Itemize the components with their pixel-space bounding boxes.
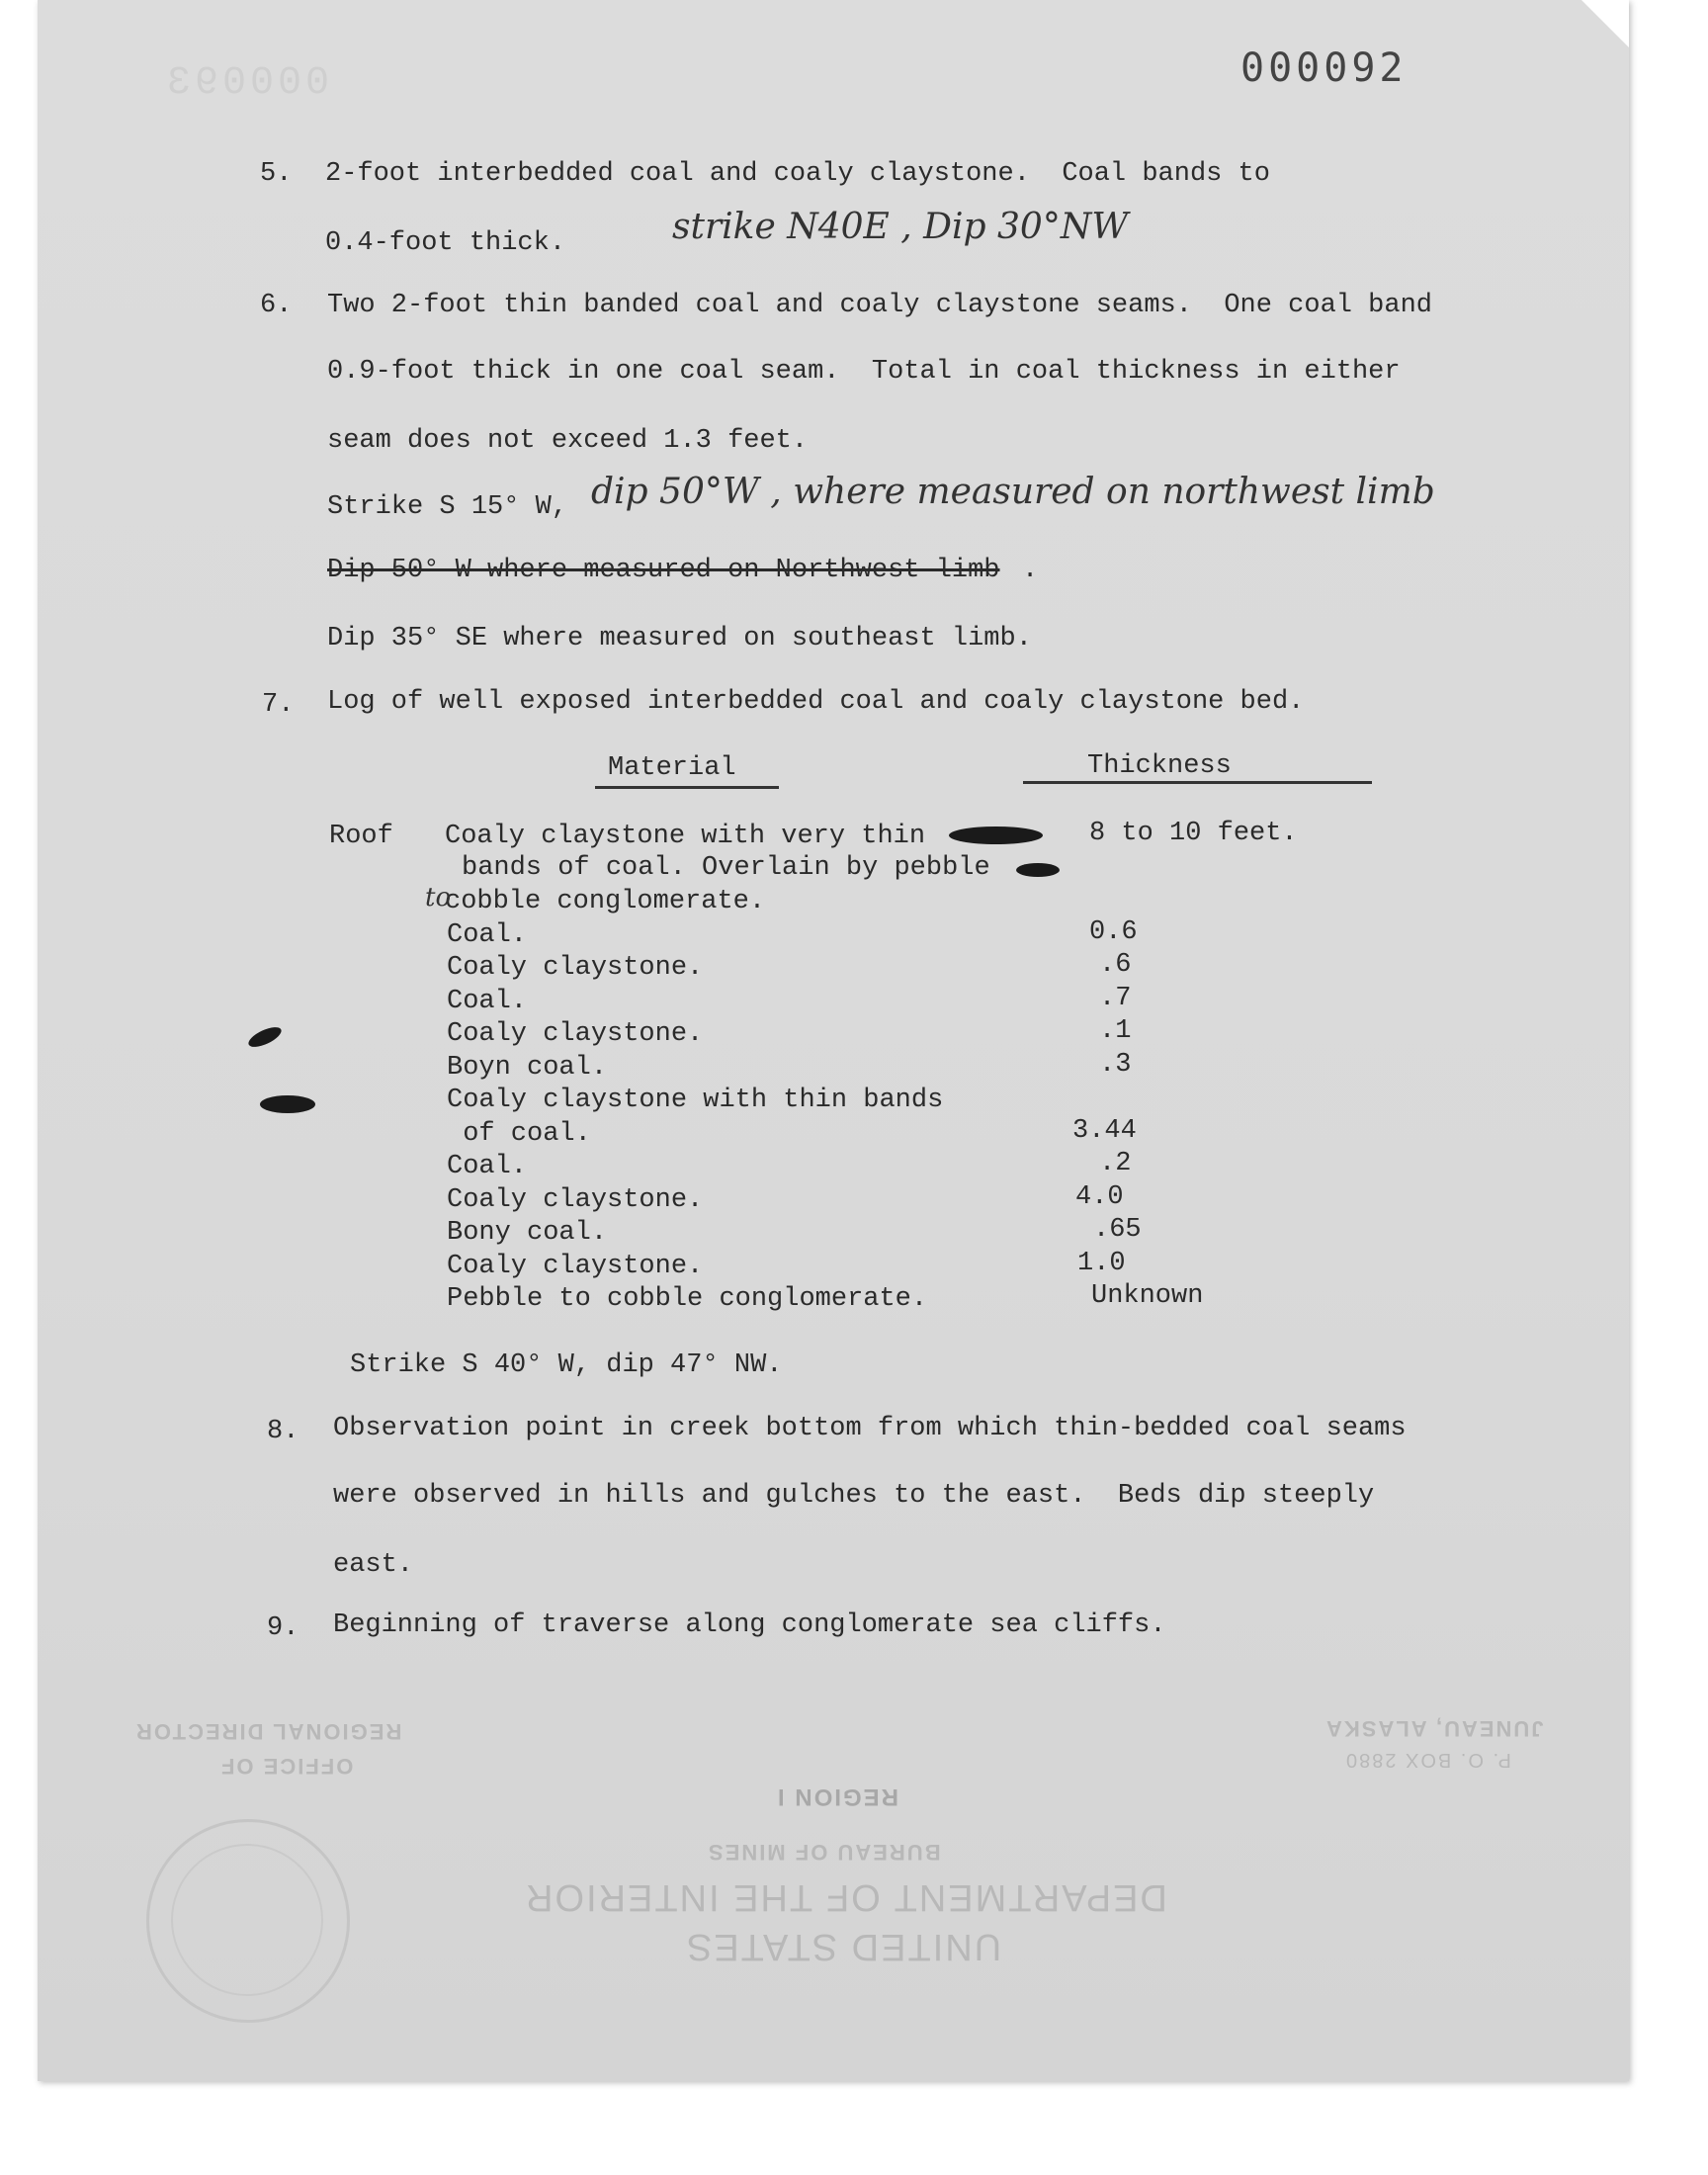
item-6-handwritten-note: dip 50°W , where measured on northwest limb (591, 472, 1435, 512)
margin-ink-mark (260, 1095, 315, 1113)
item-9-line-1: Beginning of traverse along conglomerate sea cliffs. (333, 1610, 1166, 1640)
table-row-thickness: .3 (1099, 1050, 1132, 1080)
bleed-left-line-1: OFFICE OF (219, 1754, 354, 1779)
table-row-thickness: Unknown (1091, 1281, 1204, 1311)
bleed-united-states: UNITED STATES (685, 1926, 1002, 1967)
table-row-thickness: 0.6 (1089, 917, 1138, 947)
roof-label: Roof (329, 822, 393, 851)
item-6-number: 6. (260, 291, 293, 320)
table-row-material: Bony coal. (447, 1218, 608, 1248)
table-row-material: Boyn coal. (447, 1053, 608, 1083)
bleed-left-line-2: REGIONAL DIRECTOR (134, 1719, 402, 1744)
bleed-bureau: BUREAU OF MINES (707, 1840, 941, 1865)
table-strike-line: Strike S 40° W, dip 47° NW. (350, 1350, 783, 1380)
ink-blot-redaction (1016, 863, 1060, 877)
table-row-material: Coal. (447, 987, 528, 1016)
roof-line-2: bands of coal. Overlain by pebble (462, 853, 990, 883)
item-7-intro: Log of well exposed interbedded coal and coaly claystone bed. (327, 687, 1305, 717)
table-row-thickness: 3.44 (1072, 1116, 1137, 1146)
thickness-underline (1023, 781, 1372, 784)
item-6-struck-line: Dip 50° W where measured on Northwest limb (327, 556, 1000, 585)
table-row-material: Coaly claystone. (447, 953, 704, 983)
item-8-line-2: were observed in hills and gulches to the east. Beds dip steeply (333, 1481, 1375, 1511)
table-row-thickness: 4.0 (1075, 1182, 1124, 1212)
table-row-material: Coaly claystone. (447, 1019, 704, 1049)
table-row-thickness: .65 (1093, 1215, 1142, 1245)
roof-line-1: Coaly claystone with very thin (445, 822, 926, 851)
ink-blot-redaction (949, 826, 1043, 844)
item-8-number: 8. (267, 1417, 299, 1446)
table-row-material: Coaly claystone. (447, 1252, 704, 1281)
item-6-dip-line: Dip 35° SE where measured on southeast limb. (327, 624, 1032, 653)
table-row-material: Pebble to cobble conglomerate. (447, 1284, 928, 1314)
table-row-thickness: .7 (1099, 984, 1132, 1013)
table-row-material: Coaly claystone. (447, 1185, 704, 1215)
bleed-right-line-2: JUNEAU, ALASKA (1324, 1716, 1544, 1741)
bleed-department: DEPARTMENT OF THE INTERIOR (524, 1876, 1167, 1918)
item-8-line-1: Observation point in creek bottom from which thin-bedded coal seams (333, 1414, 1407, 1443)
folded-corner (1581, 0, 1629, 47)
bleed-seal-emblem (146, 1819, 350, 2023)
material-underline (595, 786, 779, 789)
table-header-thickness: Thickness (1087, 751, 1232, 781)
item-5-line-1: 2-foot interbedded coal and coaly claystone. Coal bands to (325, 159, 1270, 189)
item-6-strike: Strike S 15° W, (327, 492, 568, 522)
table-row-thickness: .1 (1099, 1016, 1132, 1046)
table-header-material: Material (608, 753, 736, 783)
item-9-number: 9. (267, 1613, 299, 1643)
bleed-region: REGION I (776, 1784, 899, 1810)
item-6-struck-period: . (1022, 556, 1039, 585)
bleed-right-line-1: P. O. BOX 2880 (1344, 1749, 1511, 1771)
table-row-material: Coal. (447, 920, 528, 950)
roof-handwritten-correction: to (425, 883, 452, 913)
roof-thickness: 8 to 10 feet. (1089, 819, 1298, 848)
table-row-thickness: 1.0 (1077, 1249, 1126, 1278)
item-6-line-2: 0.9-foot thick in one coal seam. Total in coal thickness in either (327, 357, 1401, 387)
item-5-handwritten-note: strike N40E , Dip 30°NW (672, 207, 1129, 247)
item-8-line-3: east. (333, 1550, 414, 1580)
table-row-thickness: .2 (1099, 1149, 1132, 1178)
item-6-line-1: Two 2-foot thin banded coal and coaly claystone seams. One coal band (327, 291, 1432, 320)
table-row-thickness: .6 (1099, 950, 1132, 980)
page-number: 000092 (1240, 45, 1408, 91)
roof-line-3: cobble conglomerate. (445, 887, 766, 916)
table-row-material: Coaly claystone with thin bands (447, 1086, 944, 1115)
item-6-line-3: seam does not exceed 1.3 feet. (327, 426, 809, 456)
table-row-material: of coal. (447, 1119, 591, 1149)
ghost-page-number: 000093 (163, 61, 330, 106)
item-7-number: 7. (262, 690, 295, 720)
item-5-line-2: 0.4-foot thick. (325, 228, 566, 258)
table-row-material: Coal. (447, 1152, 528, 1181)
item-5-number: 5. (260, 159, 293, 189)
